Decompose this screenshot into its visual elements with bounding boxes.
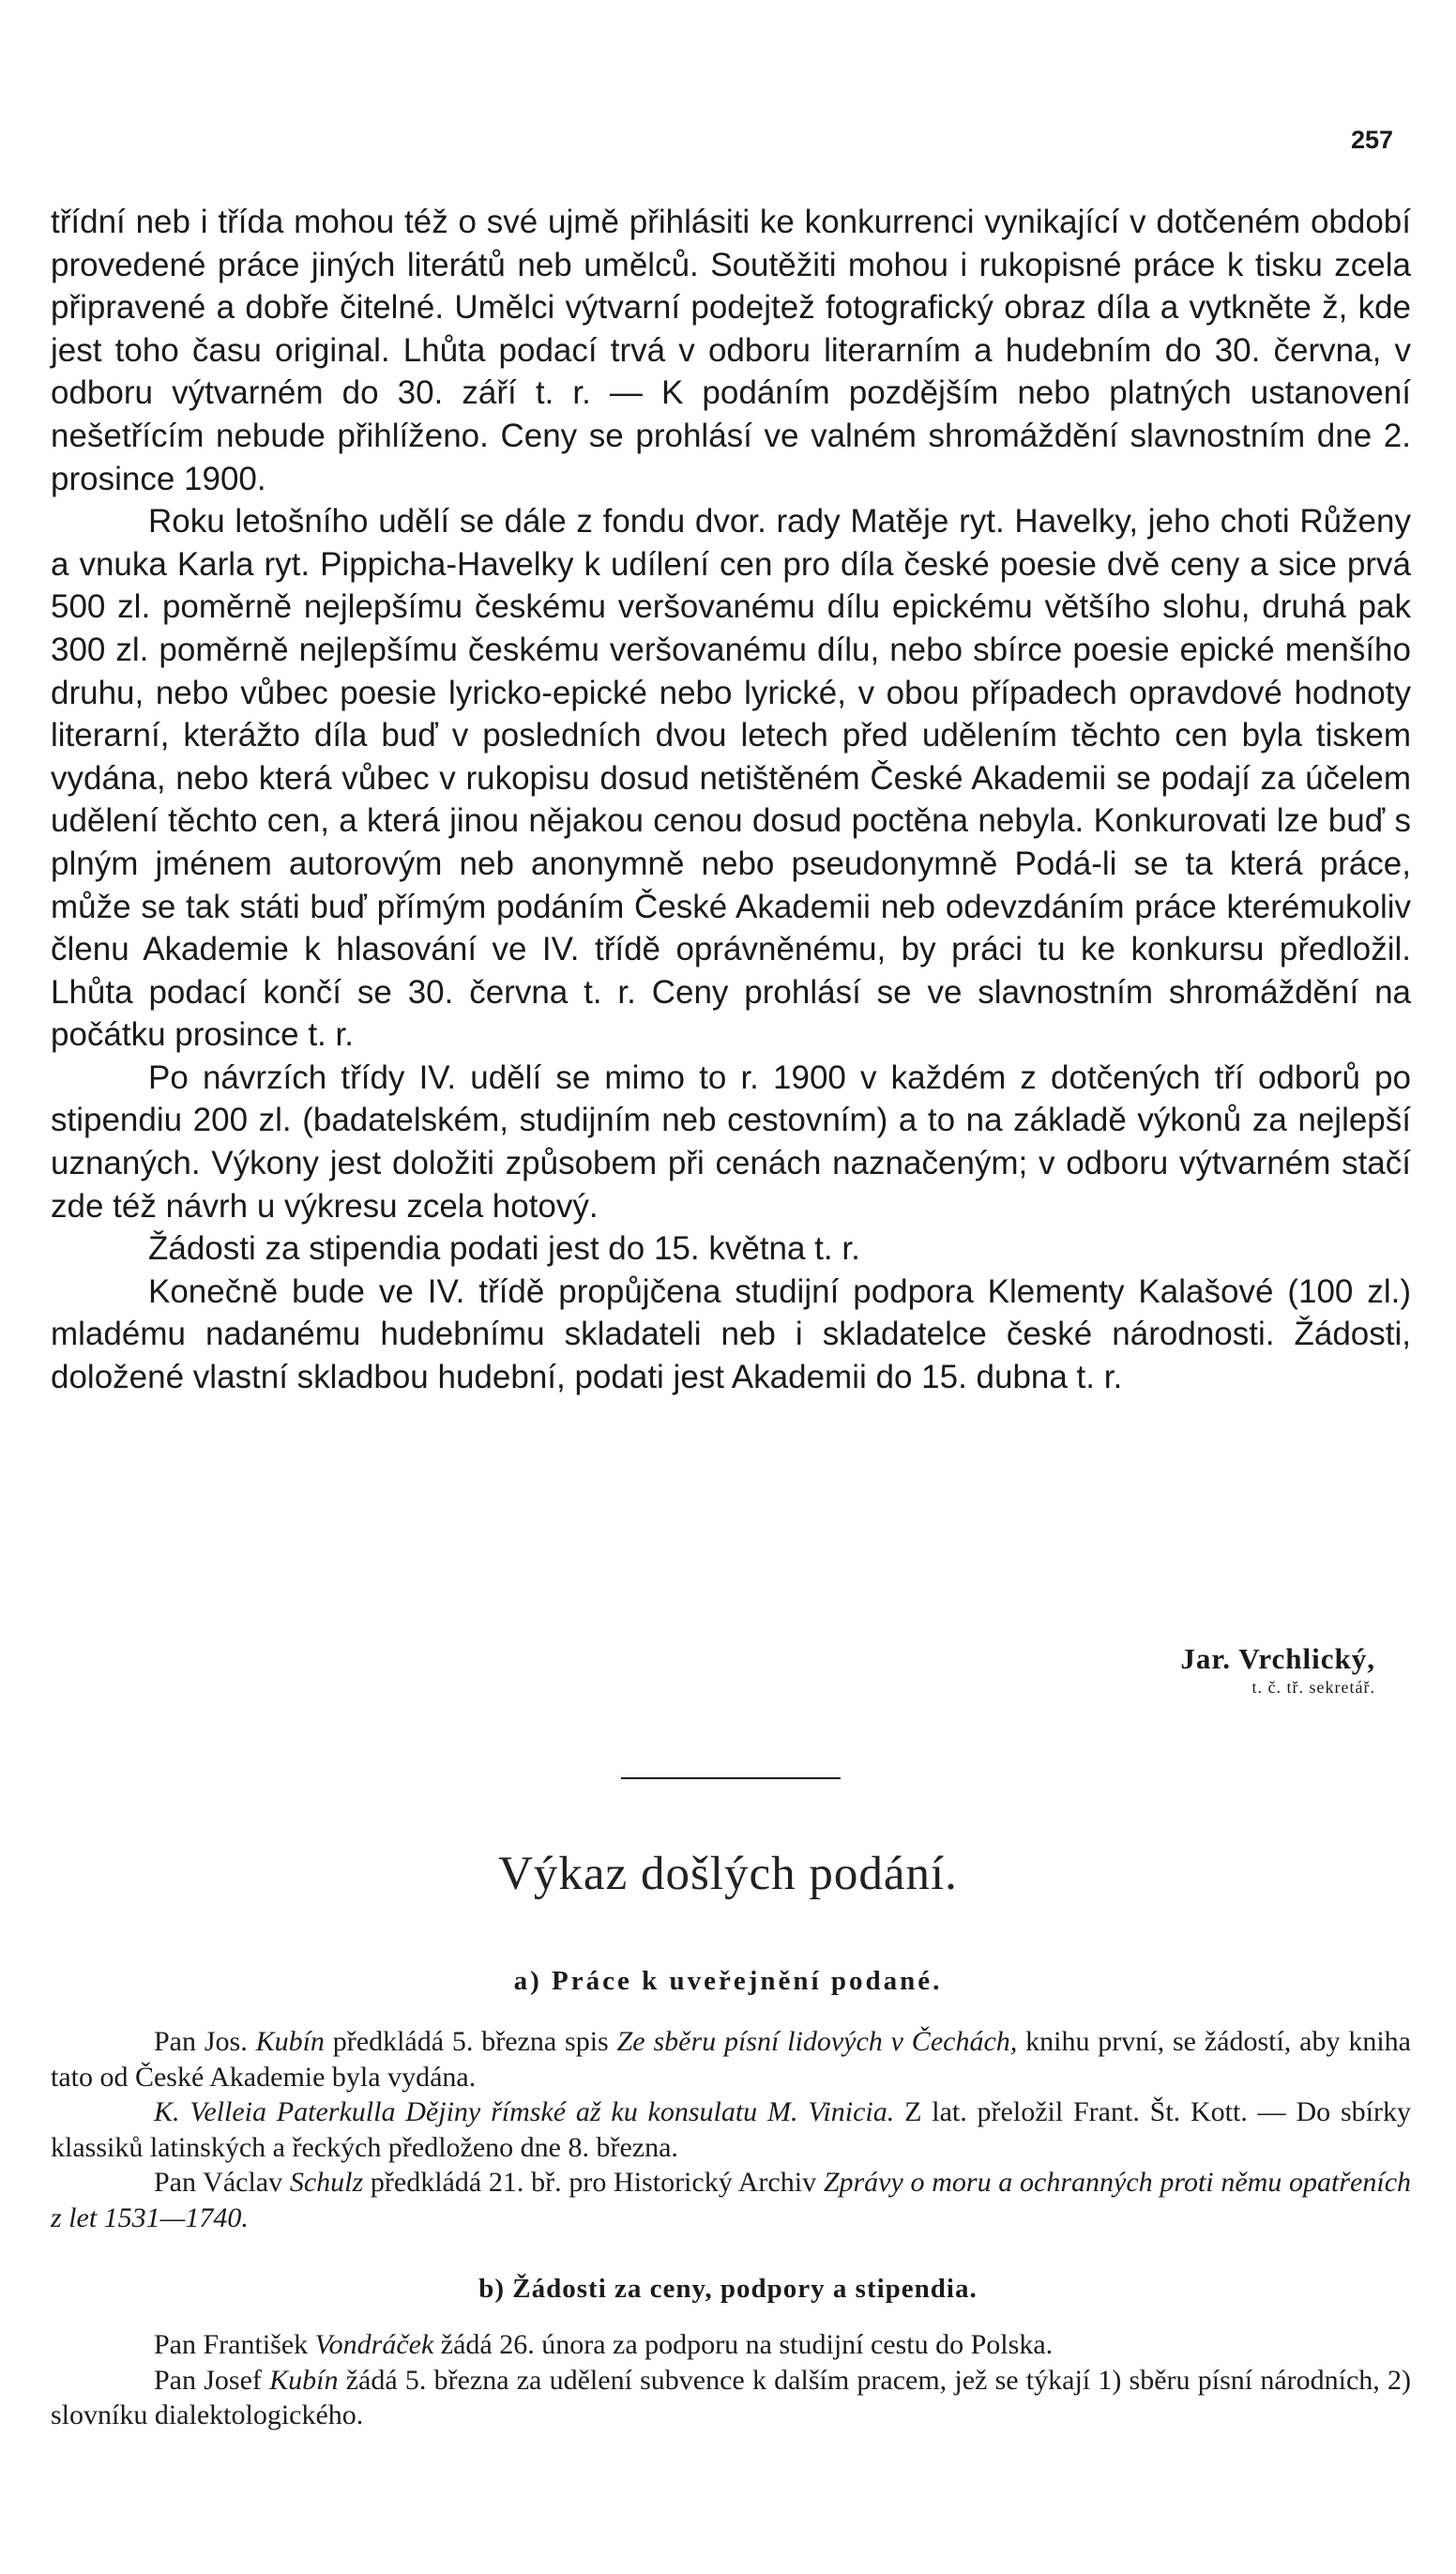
report-entry — [51, 2363, 1411, 2433]
entry-title: K. Velleia Paterkulla Dějiny římské až ku konsulatu M. Vinicia. — [154, 2096, 895, 2127]
signature-role: t. č. tř. sekretář. — [1251, 1678, 1375, 1697]
report-entry — [51, 2327, 1411, 2363]
report-entry — [51, 2024, 1411, 2094]
entry-title: Ze sběru písní lidových v Čechách, — [616, 2026, 1018, 2057]
entry-text: žádá 26. února za podporu na studijní cestu do Polska. — [433, 2329, 1054, 2360]
body-paragraph: třídní neb i třída mohou též o své ujmě přihlásiti ke konkurrenci vynikající v dotčeném období provedené práce jiných literátů neb umělců. Soutěžiti mohou i rukopisné práce k tisku zcela připravené a dobře čitelné. Umělci výtvarní podejtež fotografický obraz díla a vytkněte ž, kde jest toho času original. Lhůta podací trvá v odboru literarním a hudebním do 30. června, v odboru výtvarném do 30. září t. r. — K podáním pozdějším nebo platných ustanovení nešetřícím nebude přihlíženo. Ceny se prohlásí ve valném shromáždění slavnostním dne 2. prosince 1900. — [51, 204, 1411, 497]
entry-author: Kubín — [255, 2026, 325, 2057]
entry-author: Vondráček — [314, 2329, 434, 2360]
entry-text: Pan Jos. — [154, 2026, 256, 2057]
page-number: 257 — [1351, 126, 1394, 154]
subsection-b-entries — [51, 2327, 1411, 2433]
signature-name: Jar. Vrchlický, — [1180, 1642, 1375, 1675]
section-title: Výkaz došlých podání. — [498, 1848, 958, 1900]
body-paragraph: Po návrzích třídy IV. udělí se mimo to r. 1900 v každém z dotčených tří odborů po stipendiu 200 zl. (badatelském, studijním neb cestovním) a to na základě výkonů za nejlepší uznaných. Výkony jest doložiti způsobem při cenách naznačeným; v odboru výtvarném stačí zde též návrh u výkresu zcela hotový. — [51, 1059, 1411, 1225]
section-divider — [621, 1777, 841, 1779]
subsection-a-entries — [51, 2024, 1411, 2235]
body-paragraph: Žádosti za stipendia podati jest do 15. května t. r. — [148, 1230, 860, 1268]
entry-text: předkládá 5. března spis — [324, 2026, 617, 2057]
subsection-b-heading: b) Žádosti za ceny, podpory a stipendia. — [478, 2274, 978, 2304]
entry-text: Pan František — [154, 2329, 315, 2360]
body-paragraph: Roku letošního udělí se dále z fondu dvor. rady Matěje ryt. Havelky, jeho choti Růženy a vnuka Karla ryt. Pippicha-Havelky k udílení cen pro díla české poesie dvě ceny a sice prvá 500 zl. poměrně nejlepšímu českému veršovanému dílu epickému většího slohu, druhá pak 300 zl. poměrně nejlepšímu českému veršovanému dílu, nebo sbírce poesie epické menšího druhu, nebo vůbec poesie lyricko-epické nebo lyrické, v obou případech opravdové hodnoty literarní, kterážto díla buď v posledních dvou letech před udělením těchto cen byla tiskem vydána, nebo která vůbec v rukopisu dosud netištěném České Akademii se podají za účelem udělení těchto cen, a která jinou nějakou cenou dosud poctěna nebyla. Konkurovati lze buď s plným jménem autorovým neb anonymně nebo pseudonymně Podá-li se ta která práce, může se tak státi buď přímým podáním České Akademii neb odevzdáním práce kterémukoliv členu Akademie k hlasování ve IV. třídě oprávněnému, by práci tu ke konkursu předložil. Lhůta podací končí se 30. června t. r. Ceny prohlásí se ve slavnostním shromáždění na počátku prosince t. r. — [51, 503, 1411, 1054]
entry-text: Pan Václav — [154, 2167, 290, 2198]
signature-block — [1180, 1642, 1375, 1698]
entry-text: Z lat. přeložil Frant. Št. Kott. — Do sbírky klassiků latinských a řeckých předloženo dne 8. března. — [51, 2096, 1411, 2163]
entry-text: Pan Josef — [154, 2364, 270, 2396]
report-entry — [51, 2165, 1411, 2235]
entry-title: Zprávy o moru a ochranných proti němu opatřeních z let 1531—1740. — [51, 2167, 1412, 2233]
body-paragraph: Konečně bude ve IV. třídě propůjčena studijní podpora Klementy Kalašové (100 zl.) mladému nadanému hudebnímu skladateli neb i skladatelce české národnosti. Žádosti, doložené vlastní skladbou hudební, podati jest Akademii do 15. dubna t. r. — [51, 1272, 1411, 1396]
main-body-text — [51, 201, 1411, 1399]
entry-author: Schulz — [289, 2167, 364, 2198]
entry-author: Kubín — [269, 2364, 339, 2396]
report-entry — [51, 2094, 1411, 2165]
entry-text: žádá 5. března za udělení subvence k dalším pracem, jež se týkají 1) sběru písní národních, 2) slovníku dialektologického. — [51, 2364, 1411, 2430]
subsection-a-heading: a) Práce k uveřejnění podané. — [513, 1966, 943, 1996]
entry-text: knihu první, se žádostí, aby kniha tato od České Akademie byla vydána. — [51, 2026, 1411, 2093]
entry-text: předkládá 21. bř. pro Historický Archiv — [363, 2167, 824, 2198]
